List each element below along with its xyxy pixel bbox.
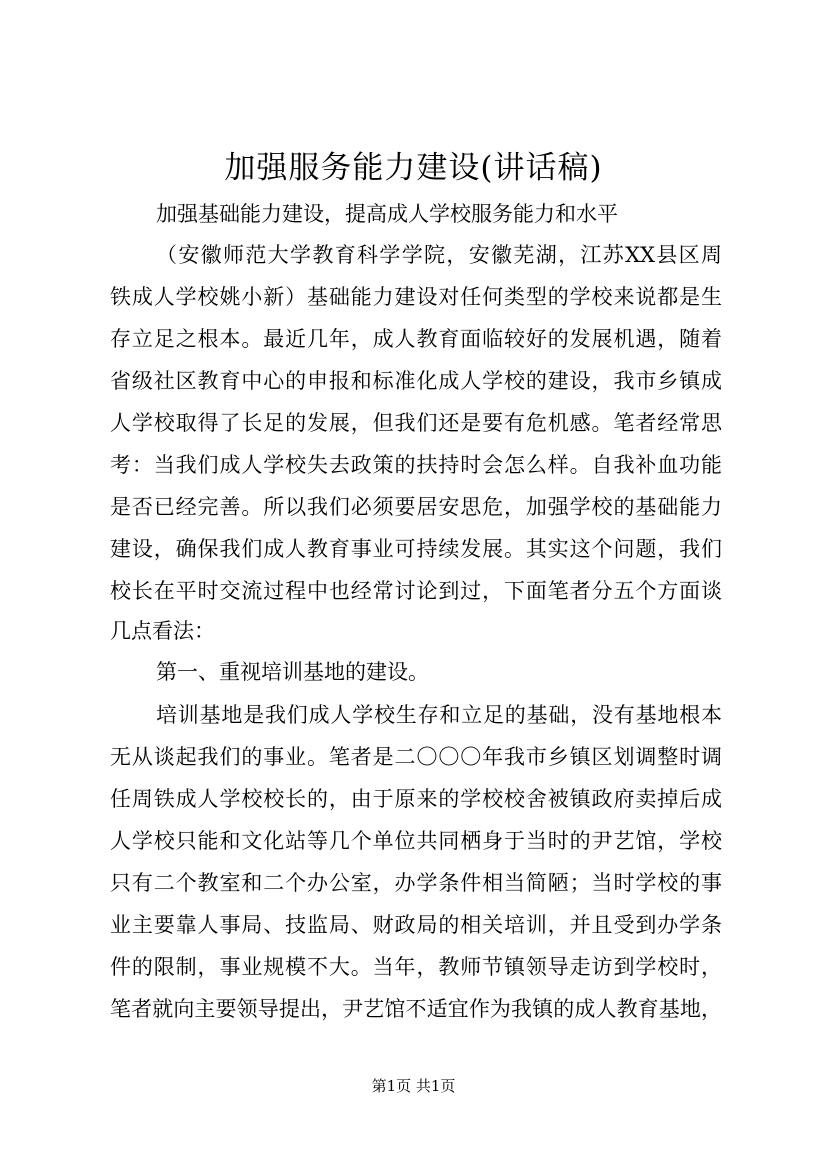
document-title: 加强服务能力建设(讲话稿)	[224, 150, 603, 186]
paragraph-line: 几点看法：	[110, 619, 215, 643]
paragraph-line: 校长在平时交流过程中也经常讨论到过，下面笔者分五个方面谈	[110, 579, 722, 603]
paragraph-line: 人学校取得了长足的发展，但我们还是要有危机感。笔者经常思	[110, 411, 722, 435]
paragraph-line: 存立足之根本。最近几年，成人教育面临较好的发展机遇，随着	[110, 327, 722, 351]
section-heading: 第一、重视培训基地的建设。	[156, 660, 429, 684]
paragraph-line: 建设，确保我们成人教育事业可持续发展。其实这个问题，我们	[110, 537, 722, 561]
paragraph-line: 无从谈起我们的事业。笔者是二〇〇〇年我市乡镇区划调整时调	[110, 745, 722, 769]
paragraph-line: 是否已经完善。所以我们必须要居安思危，加强学校的基础能力	[110, 495, 722, 519]
paragraph-line: 只有二个教室和二个办公室，办学条件相当简陋；当时学校的事	[110, 871, 722, 895]
paragraph-line: 笔者就向主要领导提出，尹艺馆不适宜作为我镇的成人教育基地，	[110, 997, 722, 1021]
paragraph-line: 铁成人学校姚小新）基础能力建设对任何类型的学校来说都是生	[110, 285, 722, 309]
subtitle-line: 加强基础能力建设，提高成人学校服务能力和水平	[156, 202, 618, 226]
paragraph-line: 任周铁成人学校校长的，由于原来的学校校舍被镇政府卖掉后成	[110, 787, 722, 811]
paragraph-line: 件的限制，事业规模不大。当年，教师节镇领导走访到学校时，	[110, 955, 722, 979]
page-footer: 第1页 共1页	[371, 1077, 456, 1095]
paragraph-line: 培训基地是我们成人学校生存和立足的基础，没有基地根本	[156, 703, 722, 727]
paragraph-line: 业主要靠人事局、技监局、财政局的相关培训，并且受到办学条	[110, 913, 722, 937]
paragraph-line: （安徽师范大学教育科学学院，安徽芜湖，江苏XX县区周	[156, 243, 722, 267]
paragraph-line: 考：当我们成人学校失去政策的扶持时会怎么样。自我补血功能	[110, 453, 722, 477]
paragraph-line: 省级社区教育中心的申报和标准化成人学校的建设，我市乡镇成	[110, 369, 722, 393]
paragraph-line: 人学校只能和文化站等几个单位共同栖身于当时的尹艺馆，学校	[110, 829, 722, 853]
